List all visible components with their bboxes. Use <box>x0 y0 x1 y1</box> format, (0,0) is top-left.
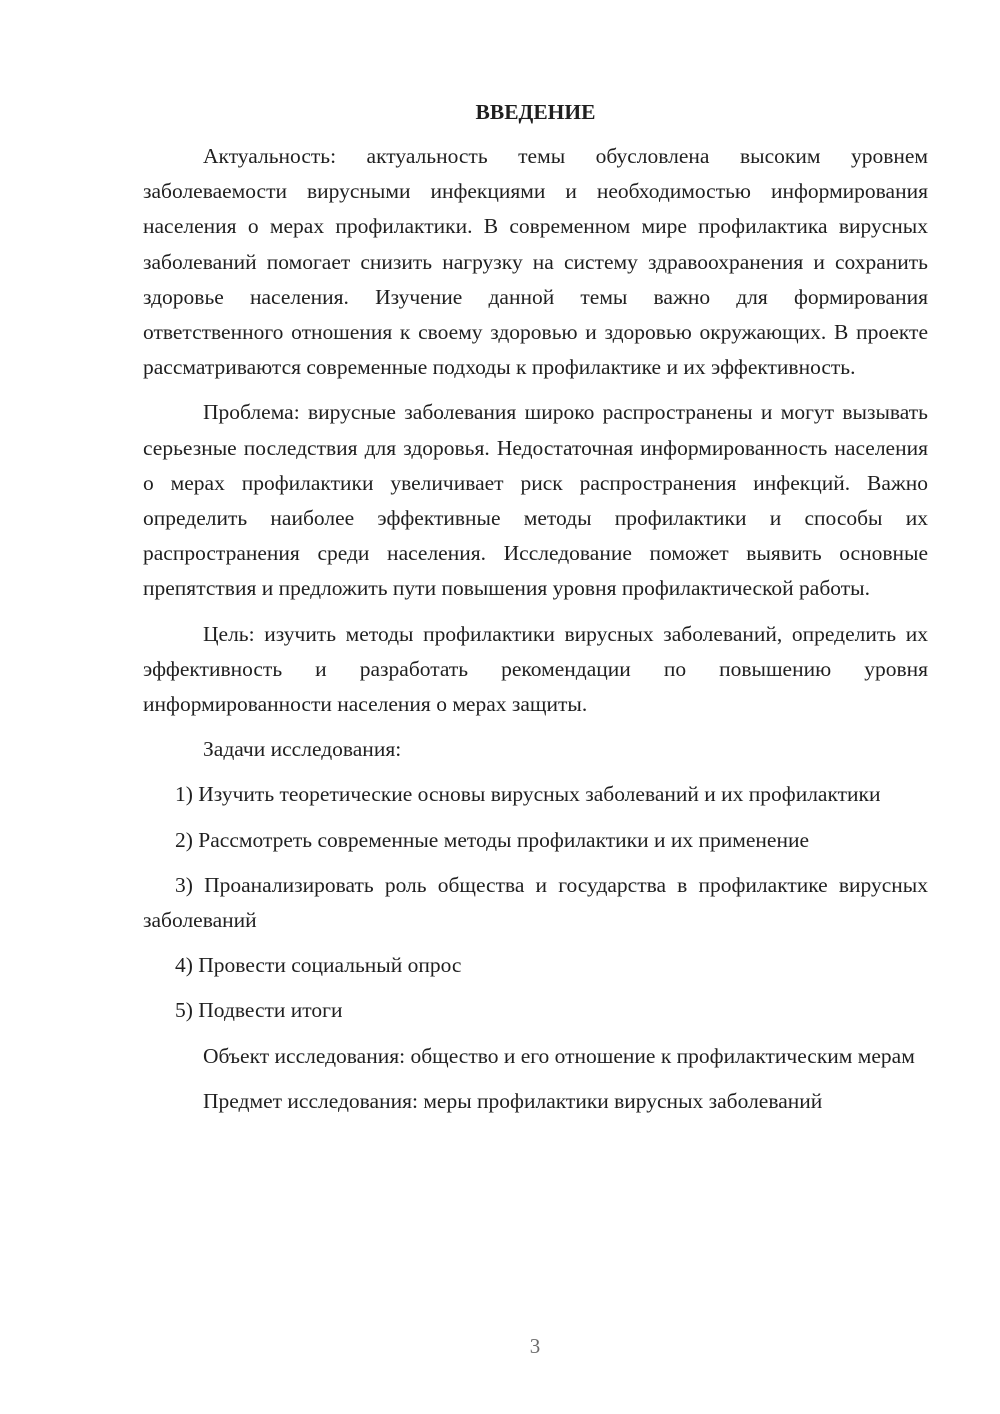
task-item-5: 5) Подвести итоги <box>175 998 343 1023</box>
page-number: 3 <box>529 1334 541 1358</box>
task-item-1: 1) Изучить теоретические основы вирусных заболеваний и их профилактики <box>175 782 881 807</box>
problem-paragraph: Проблема: вирусные заболевания широко распространены и могут вызывать серьезные последствия для здоровья. Недостаточная информированность населения о мерах профилактики увеличивает риск распространения инфекций. Важно определить наиболее эффективные методы профилактики и способы их распространения среди населения. Исследование поможет выявить основные препятствия и предложить пути повышения уровня профилактической работы. <box>143 400 928 601</box>
relevance-paragraph: Актуальность: актуальность темы обусловлена высоким уровнем заболеваемости вирусными инфекциями и необходимостью информирования населения о мерах профилактики. В современном мире профилактика вирусных заболеваний помогает снизить нагрузку на систему здравоохранения и сохранить здоровье населения. Изучение данной темы важно для формирования ответственного отношения к своему здоровью и здоровью окружающих. В проекте рассматриваются современные подходы к профилактике и их эффективность. <box>143 144 928 380</box>
document-page <box>143 95 928 1129</box>
goal-paragraph: Цель: изучить методы профилактики вирусных заболеваний, определить их эффективность и разработать рекомендации по повышению уровня информированности населения о мерах защиты. <box>143 621 928 717</box>
research-subject-paragraph: Предмет исследования: меры профилактики вирусных заболеваний <box>203 1088 823 1113</box>
tasks-heading: Задачи исследования: <box>203 737 402 762</box>
task-item-4: 4) Провести социальный опрос <box>175 953 462 978</box>
task-item-2: 2) Рассмотреть современные методы профилактики и их применение <box>175 827 810 852</box>
research-object-paragraph: Объект исследования: общество и его отношение к профилактическим мерам <box>203 1043 915 1068</box>
task-item-3: 3) Проанализировать роль общества и государства в профилактике вирусных заболеваний <box>143 872 928 933</box>
page-title: ВВЕДЕНИЕ <box>475 100 596 124</box>
